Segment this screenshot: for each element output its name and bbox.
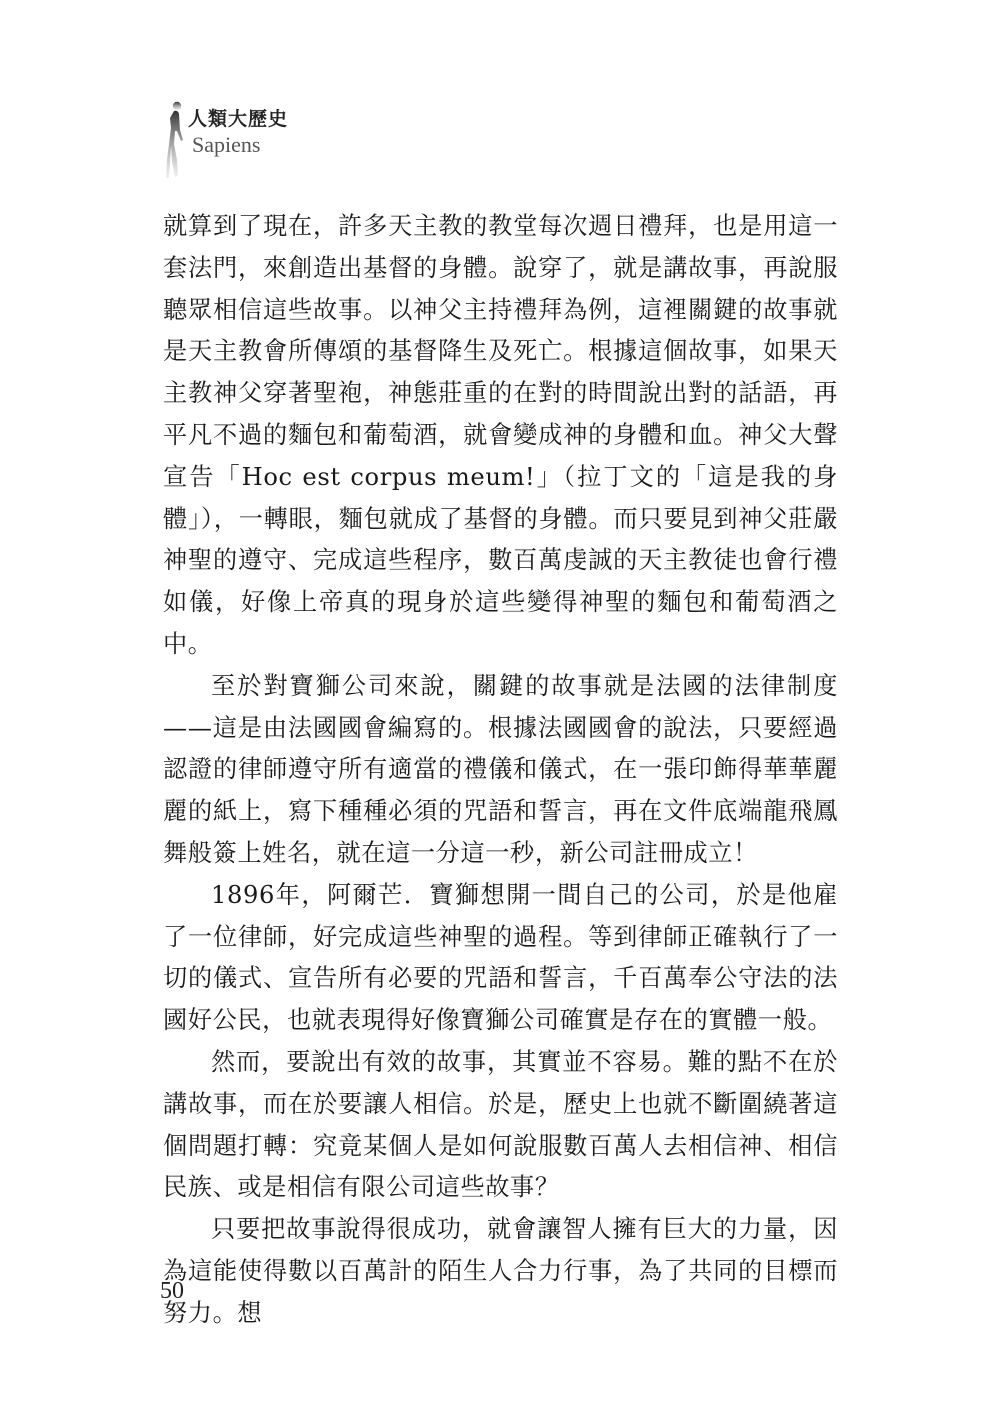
paragraph-5: 只要把故事說得很成功，就會讓智人擁有巨大的力量，因為這能使得數以百萬計的陌生人合力行事，為了共同的目標而努力。想 xyxy=(163,1215,838,1327)
paragraph-1: 就算到了現在，許多天主教的教堂每次週日禮拜，也是用這一套法門，來創造出基督的身體。說穿了，就是講故事，再說服聽眾相信這些故事。以神父主持禮拜為例，這裡關鍵的故事就是天主教會所傳頌的基督降生及死亡。根據這個故事，如果天主教神父穿著聖袍，神態莊重的在對的時間說出對的話語，再平凡不過的麵包和葡萄酒，就會變成神的身體和血。神父大聲宣告「Hoc est corpus meum!」（拉丁文的「這是我的身體」），一轉眼，麵包就成了基督的身體。而只要見到神父莊嚴神聖的遵守、完成這些程序，數百萬虔誠的天主教徒也會行禮如儀，好像上帝真的現身於這些變得神聖的麵包和葡萄酒之中。 xyxy=(163,212,838,658)
page-number: 50 xyxy=(160,1278,184,1304)
paragraph-2: 至於對寶獅公司來說，關鍵的故事就是法國的法律制度——這是由法國國會編寫的。根據法國國會的說法，只要經過認證的律師遵守所有適當的禮儀和儀式，在一張印飾得華華麗麗的紙上，寫下種種必須的咒語和誓言，再在文件底端龍飛鳳舞般簽上姓名，就在這一分這一秒，新公司註冊成立！ xyxy=(163,671,838,867)
book-title: 人類大歷史 xyxy=(188,108,289,130)
paragraph-4: 然而，要說出有效的故事，其實並不容易。難的點不在於講故事，而在於要讓人相信。於是，歷史上也就不斷圍繞著這個問題打轉：究竟某個人是如何說服數百萬人去相信神、相信民族、或是相信有限公司這些故事？ xyxy=(163,1047,838,1202)
running-header xyxy=(164,98,404,188)
body-text xyxy=(163,206,838,1335)
paragraph-3: 1896年，阿爾芒．寶獅想開一間自己的公司，於是他雇了一位律師，好完成這些神聖的過程。等到律師正確執行了一切的儀式、宣告所有必要的咒語和誓言，千百萬奉公守法的法國好公民，也就表現得好像寶獅公司確實是存在的實體一般。 xyxy=(163,880,838,1035)
book-title-english: Sapiens xyxy=(192,132,261,157)
walking-human-silhouette-icon xyxy=(164,100,190,184)
